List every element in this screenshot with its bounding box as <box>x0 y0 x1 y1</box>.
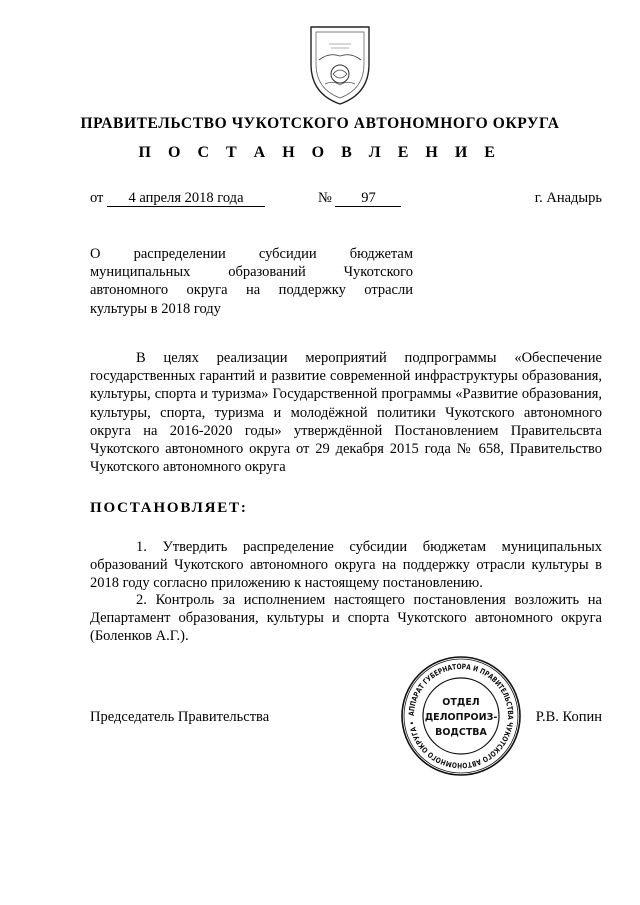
document-subject: О распределении субсидии бюджетам муниципальных образований Чукотского автономного округа на поддержку отрасли культуры в 2018 году <box>90 246 413 317</box>
svg-text:ДЕЛОПРОИЗ-: ДЕЛОПРОИЗ- <box>424 712 498 723</box>
date-prefix: от <box>90 190 104 206</box>
city: г. Анадырь <box>534 190 602 206</box>
signatory-position: Председатель Правительства <box>90 709 270 725</box>
preamble: В целях реализации мероприятий подпрограммы «Обеспечение государственных гарантий и развитие современной инфраструктуры образования, культуры, спорта и туризма» Государственной программы «Развитие образования, культуры, спорта, туризма и молодёжной политики Чукотского автономного округа на 2016-2020 годы» утверждённой Постановлением Правительсвта Чукотского автономного округа от 29 декабря 2015 года № 658, Правительство Чукотского автономного округа <box>90 350 602 476</box>
resolution-item-1: 1. Утвердить распределение субсидии бюджетам муниципальных образований Чукотского автономного округа на поддержку отрасли культуры в 2018 году согласно приложению к настоящему постановлению. <box>90 539 602 592</box>
organization-title: ПРАВИТЕЛЬСТВО ЧУКОТСКОГО АВТОНОМНОГО ОКРУГА <box>80 115 560 132</box>
number-label: № <box>318 190 332 206</box>
document-type: П О С Т А Н О В Л Е Н И Е <box>138 144 502 161</box>
resolve-label: ПОСТАНОВЛЯЕТ: <box>90 500 248 516</box>
document-number: 97 <box>335 190 401 207</box>
signatory-name: Р.В. Копин <box>535 709 602 725</box>
svg-text:ВОДСТВА: ВОДСТВА <box>435 727 487 738</box>
svg-text:ОТДЕЛ: ОТДЕЛ <box>442 697 480 708</box>
round-seal-stamp <box>400 655 522 777</box>
document-date: 4 апреля 2018 года <box>107 190 265 207</box>
date-line <box>90 190 265 207</box>
resolution-item-2: 2. Контроль за исполнением настоящего постановления возложить на Департамент образования, культуры и спорта Чукотского автономного округа (Боленков А.Г.). <box>90 592 602 645</box>
number-line <box>318 190 401 207</box>
svg-text:АППАРАТ ГУБЕРНАТОРА И ПРАВИТЕЛ: АППАРАТ ГУБЕРНАТОРА И ПРАВИТЕЛЬСТВА ЧУКОТСКОГО АВТОНОМНОГО ОКРУГА • <box>406 661 516 771</box>
coat-of-arms-icon <box>303 22 377 108</box>
